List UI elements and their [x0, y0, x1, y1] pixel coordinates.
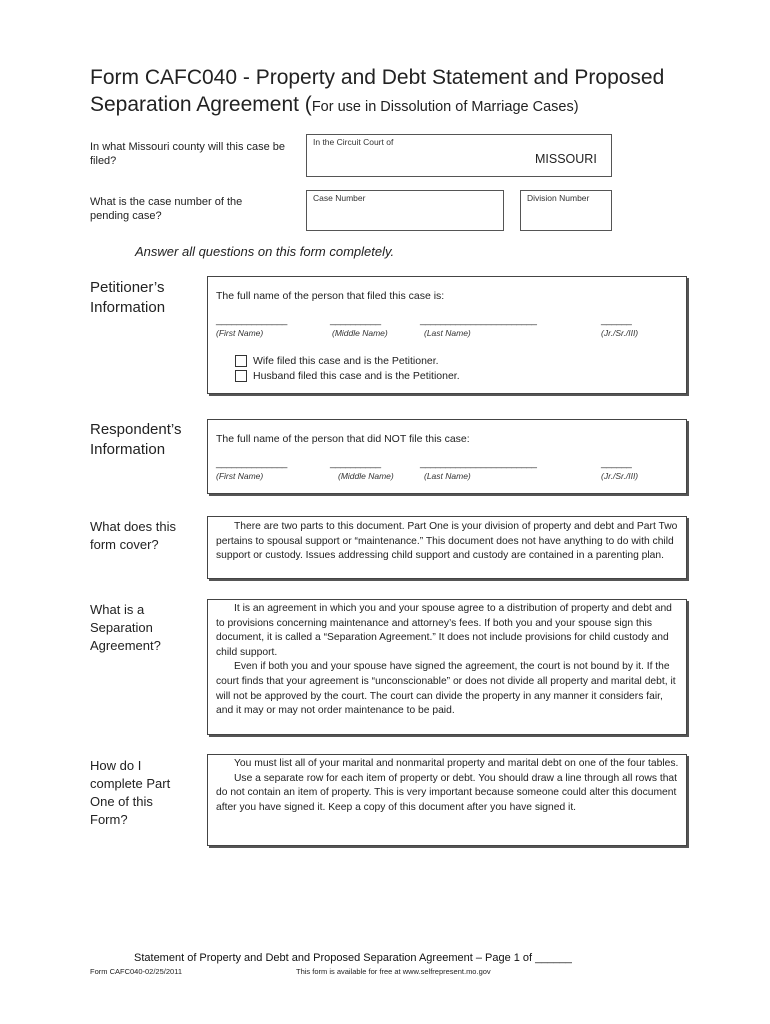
division-number-field[interactable] — [520, 190, 612, 231]
division-number-label: Division Number — [527, 193, 590, 203]
husband-checkbox[interactable] — [235, 370, 247, 382]
page-title — [90, 64, 750, 121]
petitioner-last-name-field[interactable]: _______________________ — [420, 315, 537, 326]
wife-option[interactable]: Wife filed this case and is the Petitioner. — [235, 354, 439, 369]
respondent-heading: Respondent’s Information — [90, 421, 182, 458]
husband-option[interactable]: Husband filed this case and is the Petitioner. — [235, 369, 460, 384]
respondent-middle-name-label: (Middle Name) — [338, 471, 394, 481]
instruction-text: Answer all questions on this form completely. — [135, 244, 395, 259]
petitioner-suffix-label: (Jr./Sr./III) — [601, 328, 639, 338]
respondent-suffix-label: (Jr./Sr./III) — [601, 471, 639, 481]
respondent-suffix-field[interactable]: ______ — [601, 458, 632, 469]
part-one-panel — [207, 754, 687, 846]
respondent-first-name-label: (First Name) — [216, 471, 264, 481]
wife-checkbox[interactable] — [235, 355, 247, 367]
respondent-last-name-field[interactable]: _______________________ — [420, 458, 537, 469]
footer-form-id: Form CAFC040-02/25/2011 — [90, 967, 182, 976]
separation-panel — [207, 599, 687, 735]
respondent-middle-name-field[interactable]: __________ — [330, 458, 381, 469]
respondent-last-name-label: (Last Name) — [424, 471, 471, 481]
form-cover-heading: What does this form cover? — [90, 519, 176, 552]
petitioner-middle-name-field[interactable]: __________ — [330, 315, 381, 326]
case-number-question: What is the case number of the pending case? — [90, 196, 243, 222]
circuit-court-field[interactable] — [306, 134, 612, 177]
state-value: MISSOURI — [535, 152, 597, 166]
respondent-prompt: The full name of the person that did NOT file this case: — [216, 433, 470, 445]
form-cover-text: There are two parts to this document. Part One is your division of property and debt and Part Two pertains to spousal support or “maintenance.” This document does not have anything to do with child support or custody. Issues addressing child support and custody are contained in a parenting plan. — [216, 521, 678, 562]
petitioner-last-name-label: (Last Name) — [424, 328, 471, 338]
respondent-panel — [207, 419, 687, 494]
footer-availability: This form is available for free at www.selfrepresent.mo.gov — [296, 967, 491, 976]
petitioner-panel — [207, 276, 687, 394]
petitioner-middle-name-label: (Middle Name) — [332, 328, 388, 338]
petitioner-suffix-field[interactable]: ______ — [601, 315, 632, 326]
part-one-heading: How do I complete Part One of this Form? — [90, 758, 171, 827]
respondent-first-name-field[interactable]: ______________ — [216, 458, 287, 469]
part-one-para-1: You must list all of your marital and nonmarital property and marital debt on one of the four tables. — [234, 758, 679, 769]
case-number-label: Case Number — [313, 193, 366, 203]
title-line-1: Form CAFC040 - Property and Debt Statement and Proposed — [90, 66, 665, 89]
case-number-field[interactable] — [306, 190, 504, 231]
separation-para-2: Even if both you and your spouse have signed the agreement, the court is not bound by it. If the court finds that your agreement is “unconscionable” or does not divide all property and marital debt, it will not be approved by the court. The court can divide the property in any manner it considers fair, and it may or may not order maintenance to be paid. — [216, 661, 676, 717]
footer-page-text: Statement of Property and Debt and Proposed Separation Agreement – Page 1 of ______ — [134, 952, 572, 964]
part-one-para-2: Use a separate row for each item of property or debt. You should draw a line through all rows that do not contain an item of property. This is very important because someone could alter this document after you have signed it. Keep a copy of this document after you have signed it. — [216, 772, 678, 813]
form-cover-panel — [207, 516, 687, 579]
separation-heading: What is a Separation Agreement? — [90, 602, 161, 653]
petitioner-prompt: The full name of the person that filed this case is: — [216, 290, 445, 302]
petitioner-first-name-field[interactable]: ______________ — [216, 315, 287, 326]
separation-para-1: It is an agreement in which you and your spouse agree to a distribution of property and debt and to provisions concerning maintenance and attorney’s fees. If both you and your spouse sign this document, it is called a “Separation Agreement.” It does not include provisions for child custody and child support. — [216, 603, 672, 658]
petitioner-first-name-label: (First Name) — [216, 328, 264, 338]
petitioner-heading: Petitioner’s Information — [90, 279, 166, 316]
county-question: In what Missouri county will this case be filed? — [90, 141, 286, 167]
title-line-2: Separation Agreement (For use in Dissolution of Marriage Cases) — [90, 93, 579, 116]
circuit-court-label: In the Circuit Court of — [313, 137, 394, 147]
